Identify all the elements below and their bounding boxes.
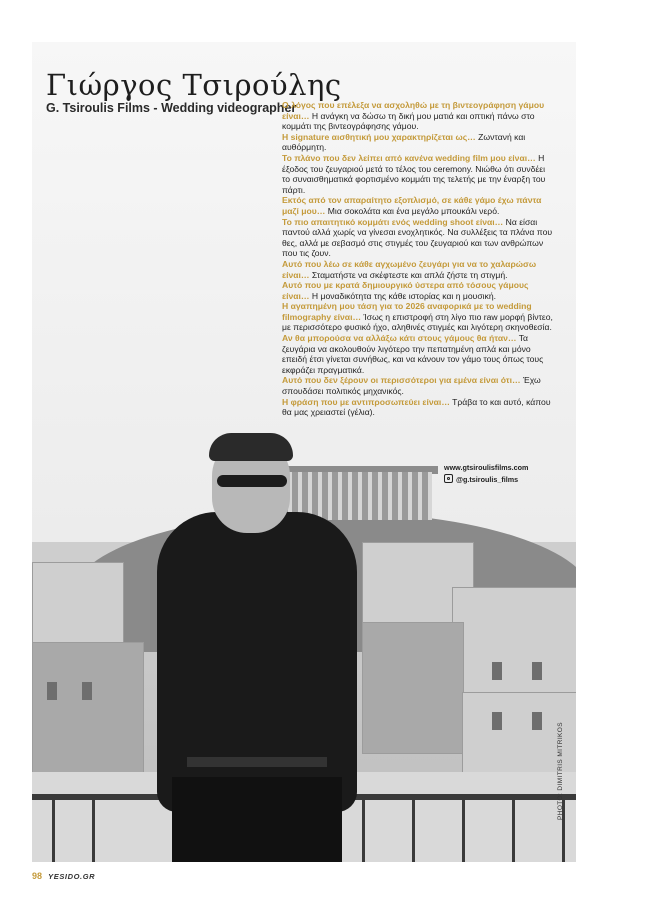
page-footer bbox=[32, 871, 95, 881]
qa-question: Αυτό που με κρατά δημιουργικό ύστερα από τόσους γάμους είναι… bbox=[282, 280, 529, 301]
website-link[interactable]: www.gtsiroulisfilms.com bbox=[444, 463, 529, 472]
qa-answer: Η ανάγκη να δώσω τη δική μου ματιά και οπτική πάνω στο κομμάτι της βιντεογράφησης γάμου. bbox=[282, 110, 535, 132]
instagram-link[interactable] bbox=[444, 474, 528, 486]
qa-item bbox=[282, 132, 554, 153]
qa-answer: Τράβα το και αυτό, κάπου θα μας χρειαστεί (γέλια). bbox=[282, 396, 551, 418]
instagram-handle: @g.tsiroulis_films bbox=[456, 475, 519, 484]
qa-question: Η φράση που με αντιπροσωπεύει είναι… bbox=[282, 396, 450, 407]
qa-answer: Μια σοκολάτα και ένα μεγάλο μπουκάλι νερό. bbox=[325, 205, 500, 216]
qa-question: Αν θα μπορούσα να αλλάξω κάτι στους γάμους θα ήταν… bbox=[282, 333, 517, 344]
instagram-icon bbox=[444, 474, 453, 483]
qa-item bbox=[282, 375, 554, 396]
qa-answer: Ζωντανή και αυθόρμητη. bbox=[282, 131, 526, 153]
qa-answer: Να είσαι παντού αλλά χωρίς να γίνεσαι ενοχλητικός. Να συλλέξεις τα πλάνα που θες, αλλά με σεβασμό στις στιγμές του ζευγαριού και των ανθρώπων που τις ζουν. bbox=[282, 216, 553, 259]
interview-text bbox=[282, 100, 554, 418]
contact-block bbox=[444, 462, 528, 486]
qa-answer: Η μοναδικότητα της κάθε ιστορίας και η μουσική. bbox=[309, 290, 496, 301]
qa-question: Εκτός από τον απαραίτητο εξοπλισμό, σε κάθε γάμο έχω πάντα μαζί μου… bbox=[282, 195, 542, 216]
videographer-figure bbox=[117, 397, 397, 862]
qa-item bbox=[282, 195, 554, 216]
page-number: 98 bbox=[32, 871, 43, 881]
qa-answer: Ίσως η επιστροφή στη λίγο πιο raw μορφή βίντεο, με περισσότερο φυσικό ήχο, αληθινές στιγμές και λιγότερη σκηνοθεσία. bbox=[282, 311, 553, 333]
qa-question: Το πιο απαιτητικό κομμάτι ενός wedding shoot είναι… bbox=[282, 216, 504, 227]
qa-question: Η signature αισθητική μου χαρακτηρίζεται ως… bbox=[282, 131, 476, 142]
qa-item bbox=[282, 100, 554, 132]
qa-answer: Σταματήστε να σκέφτεστε και απλά ζήστε τη στιγμή. bbox=[309, 269, 508, 280]
qa-item bbox=[282, 259, 554, 280]
page-subtitle: G. Tsiroulis Films - Wedding videographer bbox=[46, 101, 297, 115]
qa-question: Το πλάνο που δεν λείπει από κανένα wedding film μου είναι… bbox=[282, 152, 536, 163]
qa-item bbox=[282, 217, 554, 259]
qa-item bbox=[282, 280, 554, 301]
photo-credit: PHOTO: DIMITRIS MITRIKOS bbox=[557, 722, 564, 820]
qa-question: Ο λόγος που επέλεξα να ασχοληθώ με τη βιντεογράφηση γάμου είναι… bbox=[282, 100, 545, 121]
page-title: Γιώργος Τσιρούλης bbox=[46, 68, 342, 102]
sunglasses bbox=[217, 475, 287, 487]
qa-question: Αυτό που δεν ξέρουν οι περισσότεροι για εμένα είναι ότι… bbox=[282, 375, 521, 386]
qa-answer: Η έξοδος του ζευγαριού μετά το τέλος του ceremony. Νιώθω ότι συνδέει το συναισθηματικά φορτισμένο κομμάτι της τελετής με την έναρξη του πάρτι. bbox=[282, 152, 546, 195]
qa-answer: Έχω σπουδάσει πολιτικός μηχανικός. bbox=[282, 375, 541, 397]
qa-item bbox=[282, 397, 554, 418]
magazine-brand: YESIDO.GR bbox=[48, 872, 96, 881]
qa-question: Αυτό που λέω σε κάθε αγχωμένο ζευγάρι για να το χαλαρώσω είναι… bbox=[282, 258, 537, 280]
qa-answer: Τα ζευγάρια να ακολουθούν λιγότερο την πεπατημένη απλά και μόνο επειδή έτσι γίνεται συνήθως, και να κάνουν τον γάμο τους όπως τους εκφράζει πραγματικά. bbox=[282, 333, 544, 375]
qa-question: Η αγαπημένη μου τάση για το 2026 αναφορικά με το wedding filmography είναι… bbox=[282, 301, 532, 322]
qa-item bbox=[282, 333, 554, 375]
building bbox=[452, 587, 576, 699]
building bbox=[32, 562, 124, 644]
qa-item bbox=[282, 153, 554, 195]
qa-item bbox=[282, 301, 554, 333]
